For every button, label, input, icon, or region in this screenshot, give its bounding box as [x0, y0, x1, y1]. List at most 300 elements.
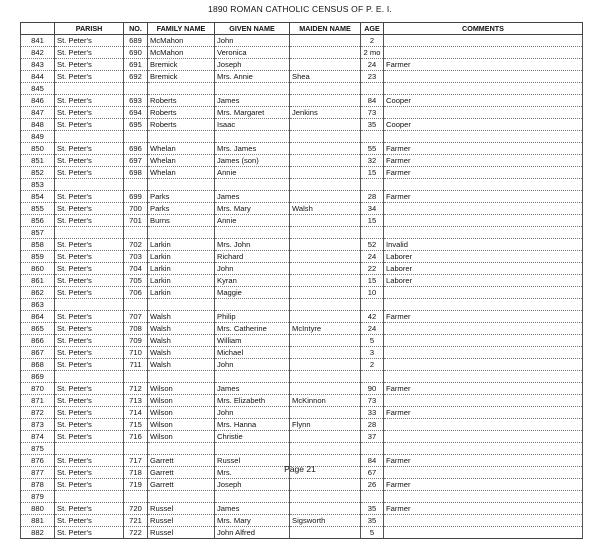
- row-number-cell: 860: [21, 263, 55, 275]
- row-number-cell: 874: [21, 431, 55, 443]
- comments-cell: Cooper: [384, 95, 583, 107]
- table-row: [21, 299, 583, 311]
- given-name-cell: James: [215, 383, 290, 395]
- page-number: Page 21: [284, 464, 316, 474]
- maiden-name-cell: [290, 359, 361, 371]
- maiden-name-cell: [290, 287, 361, 299]
- parish-cell: St. Peter's: [55, 191, 124, 203]
- maiden-name-cell: Flynn: [290, 419, 361, 431]
- given-name-cell: Mrs. Mary: [215, 203, 290, 215]
- table-row: [21, 383, 583, 395]
- row-number-cell: 858: [21, 239, 55, 251]
- parish-cell: [55, 83, 124, 95]
- table-row: [21, 107, 583, 119]
- row-number-cell: 855: [21, 203, 55, 215]
- given-name-cell: Russel: [215, 455, 290, 467]
- given-name-cell: [215, 443, 290, 455]
- row-number-cell: 862: [21, 287, 55, 299]
- no-cell: [124, 83, 148, 95]
- family-name-cell: Wilson: [148, 395, 215, 407]
- family-name-cell: [148, 299, 215, 311]
- comments-cell: [384, 515, 583, 527]
- comments-cell: Farmer: [384, 383, 583, 395]
- row-number-cell: 871: [21, 395, 55, 407]
- given-name-cell: [215, 491, 290, 503]
- family-name-cell: [148, 491, 215, 503]
- no-cell: [124, 491, 148, 503]
- table-row: [21, 335, 583, 347]
- maiden-name-cell: Shea: [290, 71, 361, 83]
- row-number-cell: 845: [21, 83, 55, 95]
- comments-cell: [384, 419, 583, 431]
- maiden-name-cell: [290, 527, 361, 539]
- table-row: [21, 419, 583, 431]
- family-name-cell: Wilson: [148, 419, 215, 431]
- given-name-cell: John: [215, 407, 290, 419]
- age-cell: [361, 371, 384, 383]
- maiden-name-cell: [290, 239, 361, 251]
- parish-cell: St. Peter's: [55, 107, 124, 119]
- maiden-name-cell: [290, 131, 361, 143]
- no-cell: 713: [124, 395, 148, 407]
- parish-cell: St. Peter's: [55, 167, 124, 179]
- parish-cell: St. Peter's: [55, 239, 124, 251]
- maiden-name-cell: [290, 443, 361, 455]
- age-cell: 28: [361, 419, 384, 431]
- no-cell: [124, 179, 148, 191]
- row-number-cell: 878: [21, 479, 55, 491]
- family-name-cell: Bremick: [148, 71, 215, 83]
- table-row: [21, 179, 583, 191]
- age-cell: 32: [361, 155, 384, 167]
- family-name-cell: [148, 83, 215, 95]
- age-cell: [361, 491, 384, 503]
- maiden-name-cell: [290, 263, 361, 275]
- family-name-cell: Bremick: [148, 59, 215, 71]
- maiden-name-cell: [290, 215, 361, 227]
- comments-cell: Farmer: [384, 59, 583, 71]
- no-cell: 697: [124, 155, 148, 167]
- comments-cell: Farmer: [384, 143, 583, 155]
- given-name-cell: Mrs. Hanna: [215, 419, 290, 431]
- no-cell: 715: [124, 419, 148, 431]
- age-cell: 37: [361, 431, 384, 443]
- no-cell: 695: [124, 119, 148, 131]
- no-cell: 691: [124, 59, 148, 71]
- given-name-cell: [215, 227, 290, 239]
- family-name-cell: Walsh: [148, 335, 215, 347]
- parish-cell: St. Peter's: [55, 143, 124, 155]
- family-name-cell: Parks: [148, 203, 215, 215]
- parish-cell: St. Peter's: [55, 419, 124, 431]
- given-name-cell: John: [215, 263, 290, 275]
- age-cell: 90: [361, 383, 384, 395]
- row-number-cell: 867: [21, 347, 55, 359]
- age-cell: [361, 83, 384, 95]
- no-cell: 722: [124, 527, 148, 539]
- comments-cell: [384, 347, 583, 359]
- no-cell: 701: [124, 215, 148, 227]
- given-name-cell: James: [215, 95, 290, 107]
- parish-cell: St. Peter's: [55, 275, 124, 287]
- maiden-name-cell: [290, 59, 361, 71]
- table-row: [21, 239, 583, 251]
- table-row: [21, 227, 583, 239]
- given-name-cell: John Alfred: [215, 527, 290, 539]
- maiden-name-cell: [290, 155, 361, 167]
- age-cell: 84: [361, 95, 384, 107]
- row-number-cell: 866: [21, 335, 55, 347]
- parish-cell: St. Peter's: [55, 347, 124, 359]
- family-name-cell: [148, 227, 215, 239]
- no-cell: 702: [124, 239, 148, 251]
- family-name-cell: Larkin: [148, 287, 215, 299]
- age-cell: 24: [361, 251, 384, 263]
- family-name-cell: Roberts: [148, 119, 215, 131]
- no-cell: 717: [124, 455, 148, 467]
- parish-cell: St. Peter's: [55, 407, 124, 419]
- no-cell: 705: [124, 275, 148, 287]
- age-cell: 22: [361, 263, 384, 275]
- table-row: [21, 527, 583, 539]
- family-name-cell: Parks: [148, 191, 215, 203]
- comments-cell: [384, 323, 583, 335]
- no-cell: 712: [124, 383, 148, 395]
- given-name-cell: Richard: [215, 251, 290, 263]
- comments-cell: [384, 443, 583, 455]
- maiden-name-cell: [290, 299, 361, 311]
- parish-cell: [55, 371, 124, 383]
- family-name-cell: Russel: [148, 503, 215, 515]
- age-cell: 34: [361, 203, 384, 215]
- no-cell: [124, 227, 148, 239]
- parish-cell: [55, 443, 124, 455]
- no-cell: 693: [124, 95, 148, 107]
- maiden-name-cell: Sigsworth: [290, 515, 361, 527]
- table-row: [21, 35, 583, 47]
- table-row: [21, 359, 583, 371]
- parish-cell: St. Peter's: [55, 527, 124, 539]
- family-name-cell: Garrett: [148, 455, 215, 467]
- maiden-name-cell: [290, 95, 361, 107]
- table-row: [21, 71, 583, 83]
- parish-cell: St. Peter's: [55, 71, 124, 83]
- age-cell: 23: [361, 71, 384, 83]
- comments-cell: [384, 335, 583, 347]
- maiden-name-cell: [290, 167, 361, 179]
- no-cell: 690: [124, 47, 148, 59]
- parish-cell: St. Peter's: [55, 35, 124, 47]
- maiden-name-cell: [290, 143, 361, 155]
- row-number-cell: 848: [21, 119, 55, 131]
- comments-cell: Laborer: [384, 251, 583, 263]
- column-header-no: NO.: [124, 23, 148, 35]
- column-header-family-name: FAMILY NAME: [148, 23, 215, 35]
- table-row: [21, 215, 583, 227]
- table-row: [21, 47, 583, 59]
- comments-cell: [384, 299, 583, 311]
- row-number-cell: 864: [21, 311, 55, 323]
- table-row: [21, 167, 583, 179]
- parish-cell: St. Peter's: [55, 311, 124, 323]
- age-cell: 5: [361, 335, 384, 347]
- no-cell: 720: [124, 503, 148, 515]
- no-cell: 719: [124, 479, 148, 491]
- table-row: [21, 287, 583, 299]
- table-row: [21, 191, 583, 203]
- row-number-cell: 843: [21, 59, 55, 71]
- comments-cell: [384, 227, 583, 239]
- comments-cell: [384, 431, 583, 443]
- maiden-name-cell: McKinnon: [290, 395, 361, 407]
- row-number-cell: 868: [21, 359, 55, 371]
- given-name-cell: [215, 371, 290, 383]
- parish-cell: St. Peter's: [55, 359, 124, 371]
- no-cell: 709: [124, 335, 148, 347]
- table-row: [21, 431, 583, 443]
- no-cell: 689: [124, 35, 148, 47]
- family-name-cell: Garrett: [148, 467, 215, 479]
- no-cell: 721: [124, 515, 148, 527]
- family-name-cell: Larkin: [148, 239, 215, 251]
- table-row: [21, 203, 583, 215]
- comments-cell: [384, 35, 583, 47]
- parish-cell: St. Peter's: [55, 479, 124, 491]
- given-name-cell: Annie: [215, 215, 290, 227]
- column-header-row-number: [21, 23, 55, 35]
- row-number-cell: 859: [21, 251, 55, 263]
- age-cell: 26: [361, 479, 384, 491]
- age-cell: 5: [361, 527, 384, 539]
- row-number-cell: 842: [21, 47, 55, 59]
- column-header-parish: PARISH: [55, 23, 124, 35]
- given-name-cell: Kyran: [215, 275, 290, 287]
- parish-cell: St. Peter's: [55, 383, 124, 395]
- no-cell: 703: [124, 251, 148, 263]
- family-name-cell: Larkin: [148, 251, 215, 263]
- row-number-cell: 849: [21, 131, 55, 143]
- given-name-cell: Mrs. Catherine: [215, 323, 290, 335]
- maiden-name-cell: Jenkins: [290, 107, 361, 119]
- parish-cell: St. Peter's: [55, 215, 124, 227]
- given-name-cell: Mrs. John: [215, 239, 290, 251]
- given-name-cell: [215, 299, 290, 311]
- age-cell: [361, 443, 384, 455]
- family-name-cell: Whelan: [148, 155, 215, 167]
- no-cell: [124, 371, 148, 383]
- family-name-cell: [148, 443, 215, 455]
- no-cell: 704: [124, 263, 148, 275]
- family-name-cell: Walsh: [148, 347, 215, 359]
- no-cell: 708: [124, 323, 148, 335]
- no-cell: 716: [124, 431, 148, 443]
- parish-cell: St. Peter's: [55, 47, 124, 59]
- row-number-cell: 850: [21, 143, 55, 155]
- maiden-name-cell: [290, 275, 361, 287]
- parish-cell: St. Peter's: [55, 251, 124, 263]
- given-name-cell: Mrs.: [215, 467, 290, 479]
- comments-cell: [384, 527, 583, 539]
- table-row: [21, 479, 583, 491]
- age-cell: 33: [361, 407, 384, 419]
- given-name-cell: James: [215, 503, 290, 515]
- comments-cell: Cooper: [384, 119, 583, 131]
- comments-cell: Farmer: [384, 479, 583, 491]
- given-name-cell: Mrs. Margaret: [215, 107, 290, 119]
- age-cell: [361, 179, 384, 191]
- maiden-name-cell: [290, 407, 361, 419]
- table-row: [21, 491, 583, 503]
- given-name-cell: Annie: [215, 167, 290, 179]
- table-row: [21, 443, 583, 455]
- row-number-cell: 861: [21, 275, 55, 287]
- row-number-cell: 881: [21, 515, 55, 527]
- parish-cell: [55, 179, 124, 191]
- table-row: [21, 83, 583, 95]
- no-cell: 706: [124, 287, 148, 299]
- age-cell: 35: [361, 503, 384, 515]
- maiden-name-cell: [290, 335, 361, 347]
- row-number-cell: 854: [21, 191, 55, 203]
- row-number-cell: 852: [21, 167, 55, 179]
- parish-cell: St. Peter's: [55, 455, 124, 467]
- comments-cell: [384, 203, 583, 215]
- maiden-name-cell: [290, 311, 361, 323]
- given-name-cell: Mrs. Annie: [215, 71, 290, 83]
- comments-cell: [384, 215, 583, 227]
- maiden-name-cell: [290, 83, 361, 95]
- maiden-name-cell: [290, 503, 361, 515]
- family-name-cell: Russel: [148, 527, 215, 539]
- age-cell: 15: [361, 215, 384, 227]
- family-name-cell: Walsh: [148, 359, 215, 371]
- no-cell: 718: [124, 467, 148, 479]
- age-cell: [361, 299, 384, 311]
- age-cell: 67: [361, 467, 384, 479]
- maiden-name-cell: [290, 431, 361, 443]
- table-row: [21, 59, 583, 71]
- no-cell: 698: [124, 167, 148, 179]
- row-number-cell: 876: [21, 455, 55, 467]
- family-name-cell: Russel: [148, 515, 215, 527]
- age-cell: 52: [361, 239, 384, 251]
- row-number-cell: 857: [21, 227, 55, 239]
- comments-cell: Farmer: [384, 191, 583, 203]
- table-row: [21, 275, 583, 287]
- header-row: [21, 23, 583, 35]
- column-header-maiden-name: MAIDEN NAME: [290, 23, 361, 35]
- no-cell: 696: [124, 143, 148, 155]
- given-name-cell: James (son): [215, 155, 290, 167]
- maiden-name-cell: [290, 191, 361, 203]
- table-row: [21, 143, 583, 155]
- row-number-cell: 872: [21, 407, 55, 419]
- given-name-cell: Isaac: [215, 119, 290, 131]
- row-number-cell: 879: [21, 491, 55, 503]
- table-row: [21, 95, 583, 107]
- comments-cell: [384, 287, 583, 299]
- parish-cell: St. Peter's: [55, 431, 124, 443]
- row-number-cell: 877: [21, 467, 55, 479]
- table-row: [21, 119, 583, 131]
- age-cell: 35: [361, 515, 384, 527]
- family-name-cell: Wilson: [148, 407, 215, 419]
- row-number-cell: 841: [21, 35, 55, 47]
- age-cell: 24: [361, 59, 384, 71]
- table-row: [21, 311, 583, 323]
- comments-cell: Farmer: [384, 407, 583, 419]
- family-name-cell: Roberts: [148, 95, 215, 107]
- given-name-cell: Michael: [215, 347, 290, 359]
- page-title: 1890 ROMAN CATHOLIC CENSUS OF P. E. I.: [208, 4, 392, 14]
- table-row: [21, 503, 583, 515]
- age-cell: [361, 227, 384, 239]
- parish-cell: [55, 299, 124, 311]
- no-cell: 714: [124, 407, 148, 419]
- parish-cell: [55, 227, 124, 239]
- maiden-name-cell: [290, 47, 361, 59]
- comments-cell: [384, 47, 583, 59]
- family-name-cell: [148, 131, 215, 143]
- comments-cell: Laborer: [384, 263, 583, 275]
- parish-cell: St. Peter's: [55, 467, 124, 479]
- parish-cell: St. Peter's: [55, 155, 124, 167]
- no-cell: [124, 443, 148, 455]
- table-row: [21, 515, 583, 527]
- row-number-cell: 853: [21, 179, 55, 191]
- row-number-cell: 873: [21, 419, 55, 431]
- family-name-cell: Larkin: [148, 275, 215, 287]
- table-row: [21, 323, 583, 335]
- table-row: [21, 251, 583, 263]
- no-cell: 699: [124, 191, 148, 203]
- given-name-cell: Veronica: [215, 47, 290, 59]
- maiden-name-cell: Walsh: [290, 203, 361, 215]
- age-cell: 2 mo: [361, 47, 384, 59]
- age-cell: 55: [361, 143, 384, 155]
- table-row: [21, 347, 583, 359]
- age-cell: 2: [361, 359, 384, 371]
- age-cell: 28: [361, 191, 384, 203]
- age-cell: 84: [361, 455, 384, 467]
- family-name-cell: Roberts: [148, 107, 215, 119]
- age-cell: 15: [361, 275, 384, 287]
- family-name-cell: McMahon: [148, 47, 215, 59]
- no-cell: 700: [124, 203, 148, 215]
- comments-cell: [384, 359, 583, 371]
- comments-cell: Farmer: [384, 455, 583, 467]
- age-cell: [361, 131, 384, 143]
- row-number-cell: 847: [21, 107, 55, 119]
- row-number-cell: 880: [21, 503, 55, 515]
- comments-cell: Farmer: [384, 503, 583, 515]
- parish-cell: St. Peter's: [55, 95, 124, 107]
- given-name-cell: Joseph: [215, 479, 290, 491]
- table-row: [21, 371, 583, 383]
- parish-cell: St. Peter's: [55, 59, 124, 71]
- parish-cell: St. Peter's: [55, 503, 124, 515]
- parish-cell: [55, 131, 124, 143]
- age-cell: 2: [361, 35, 384, 47]
- comments-cell: Farmer: [384, 311, 583, 323]
- family-name-cell: [148, 179, 215, 191]
- maiden-name-cell: [290, 35, 361, 47]
- maiden-name-cell: [290, 347, 361, 359]
- family-name-cell: Wilson: [148, 431, 215, 443]
- given-name-cell: [215, 131, 290, 143]
- given-name-cell: [215, 83, 290, 95]
- comments-cell: Invalid: [384, 239, 583, 251]
